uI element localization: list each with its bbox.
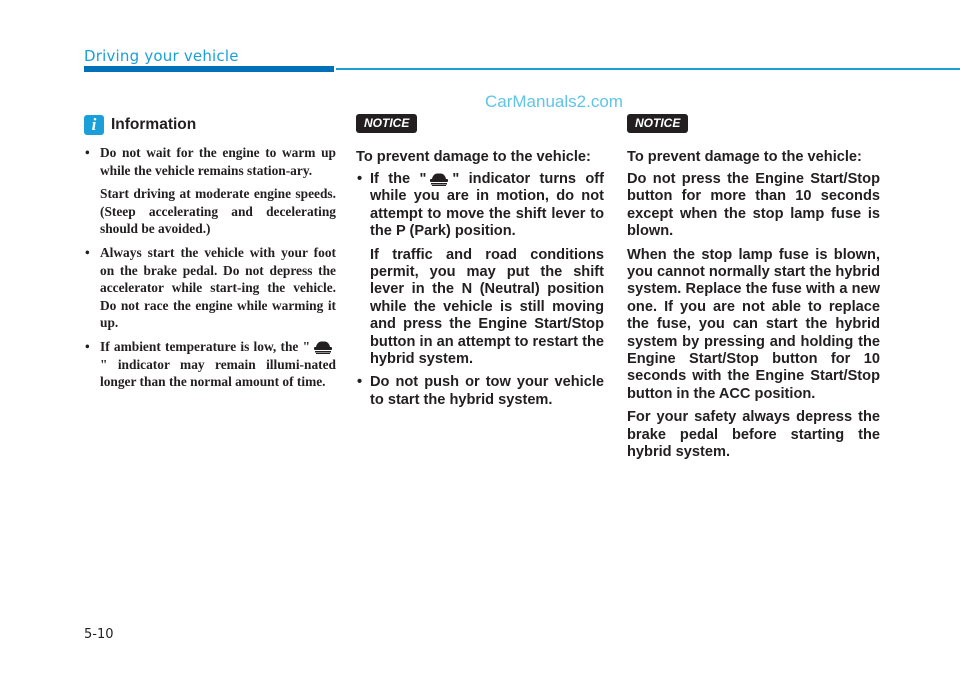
information-header [84, 114, 336, 136]
information-item [84, 338, 336, 391]
notice-body [627, 171, 880, 462]
notice-title: To prevent damage to the vehicle: [356, 149, 591, 165]
notice-column-2 [627, 114, 880, 468]
text-before-icon: If ambient temperature is low, the " [100, 338, 310, 354]
page-number: 5-10 [84, 627, 114, 642]
information-title: Information [111, 116, 197, 133]
notice-item [356, 374, 604, 409]
notice-list [356, 171, 604, 409]
information-list [84, 144, 336, 391]
notice-paragraph: For your safety always depress the brake pedal before starting the hybrid system. [627, 409, 880, 461]
header-rule-light [336, 68, 960, 70]
car-ready-indicator-icon [428, 171, 450, 186]
section-title: Driving your vehicle [84, 47, 239, 65]
header-rule-dark [84, 66, 334, 72]
information-item [84, 144, 336, 238]
notice-title: To prevent damage to the vehicle: [627, 149, 862, 165]
information-text: Start driving at moderate engine speeds. (Steep accelerating and decelerating should be avoided.) [100, 186, 336, 237]
info-icon: i [84, 115, 104, 135]
notice-text: If traffic and road conditions permit, you may put the shift lever in the N (Neutral) position while the vehicle is still moving and press the Engine Start/Stop button in an attempt to restart the hybrid system. [370, 246, 604, 368]
notice-paragraph: When the stop lamp fuse is blown, you cannot normally start the hybrid system. Replace the fuse with a new one. If you are not able to replace the fuse, you can start the hybrid system by pressing and holding the Engine Start/Stop button for 10 seconds with the Engine Start/Stop button in the ACC position. [627, 246, 880, 402]
information-text: • Do not wait for the engine to warm up while the vehicle remains station-ary. [100, 145, 336, 178]
notice-item [356, 171, 604, 368]
information-column [84, 114, 336, 397]
information-text: • Always start the vehicle with your foot on the brake pedal. Do not depress the accelerator while start-ing the vehicle. Do not race the engine while warming it up. [100, 244, 336, 331]
notice-text [370, 171, 604, 241]
notice-badge: NOTICE [627, 114, 688, 133]
text-before-icon: If the " [370, 171, 427, 187]
notice-paragraph: Do not press the Engine Start/Stop button for more than 10 seconds except when the stop lamp fuse is blown. [627, 171, 880, 240]
information-text [100, 338, 336, 391]
car-ready-indicator-icon [312, 339, 334, 354]
text-after-icon: " indicator may remain illumi-nated longer than the normal amount of time. [100, 356, 336, 390]
information-item [84, 244, 336, 332]
notice-badge: NOTICE [356, 114, 417, 133]
notice-text: • Do not push or tow your vehicle to start the hybrid system. [370, 374, 604, 408]
text-after-icon: " indicator turns off while you are in motion, do not attempt to move the shift lever to the P (Park) position. [370, 171, 604, 240]
notice-column-1 [356, 114, 604, 415]
watermark: CarManuals2.com [485, 92, 623, 111]
